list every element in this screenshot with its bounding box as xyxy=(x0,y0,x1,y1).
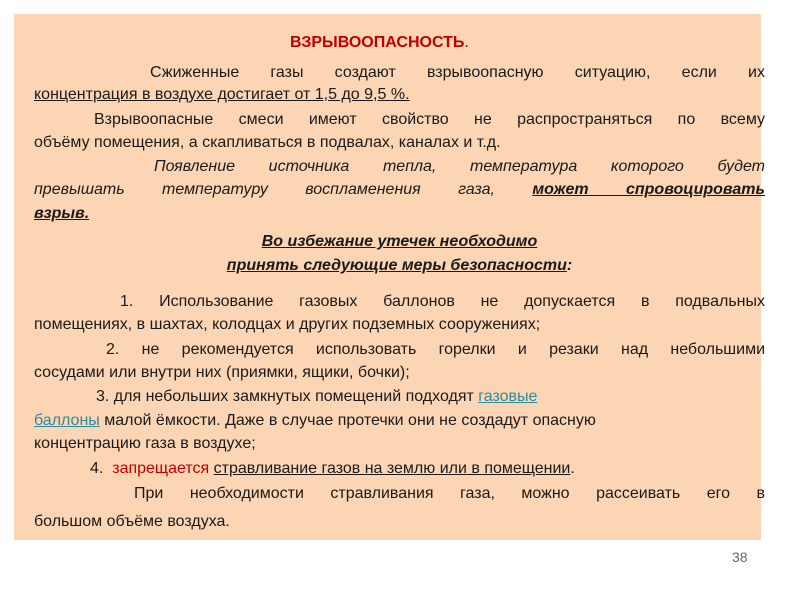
safety-heading-line2: принять следующие меры безопасности: xyxy=(226,257,573,274)
item3-line3: концентрацию газа в воздухе; xyxy=(34,435,256,452)
item1-line1: 1. Использование газовых баллонов не допускается в подвальных xyxy=(120,293,765,310)
para2-line1: Взрывоопасные смеси имеют свойство не распространяться по всему xyxy=(94,111,765,128)
item3-line2: баллоны малой ёмкости. Даже в случае протечки они не создадут опасную xyxy=(34,412,596,429)
item4-line: 4. запрещается стравливание газов на землю или в помещении. xyxy=(90,460,575,477)
page-number: 38 xyxy=(732,549,748,565)
item3-line1: 3. для небольших замкнутых помещений подходят газовые xyxy=(96,388,538,405)
final-line2: большом объёме воздуха. xyxy=(34,513,230,530)
para2-line2: объёму помещения, а скапливаться в подвалах, каналах и т.д. xyxy=(34,134,501,151)
safety-heading-line1: Во избежание утечек необходимо xyxy=(261,233,538,250)
para1-line1: Сжиженные газы создают взрывоопасную ситуацию, если их xyxy=(150,64,765,81)
gas-cylinders-link[interactable]: газовые xyxy=(478,388,538,405)
para3-line1: Появление источника тепла, температура которого будет xyxy=(154,158,765,175)
para3-line2: превышать температуру воспламенения газа, может спровоцировать xyxy=(34,181,765,198)
item2-line2: сосудами или внутри них (приямки, ящики, бочки); xyxy=(34,364,410,381)
item1-line2: помещениях, в шахтах, колодцах и других подземных сооружениях; xyxy=(34,316,541,333)
final-line1: При необходимости стравливания газа, можно рассеивать его в xyxy=(134,485,765,502)
item2-line1: 2. не рекомендуется использовать горелки и резаки над небольшими xyxy=(106,341,765,358)
slide-panel xyxy=(14,14,765,540)
para3-line3: взрыв. xyxy=(34,205,90,222)
gas-cylinders-link-cont[interactable]: баллоны xyxy=(34,412,100,429)
para1-line2: концентрация в воздухе достигает от 1,5 до 9,5 %. xyxy=(34,86,410,103)
slide-title: ВЗРЫВООПАСНОСТЬ. xyxy=(290,34,469,51)
